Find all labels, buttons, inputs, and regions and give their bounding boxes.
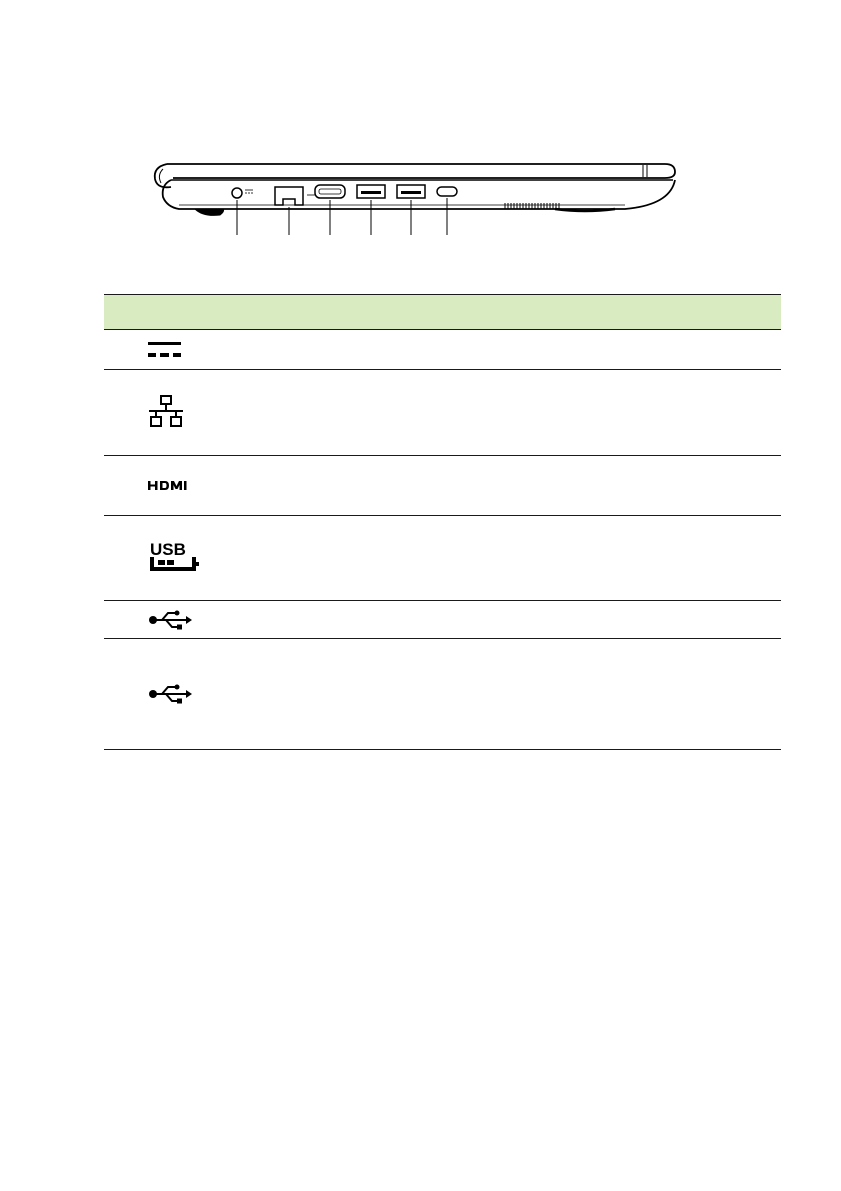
usb-icon — [148, 609, 192, 631]
icon-cell — [104, 601, 258, 639]
icon-cell — [104, 516, 258, 601]
hdmi-icon — [148, 480, 192, 492]
dc-power-icon — [148, 340, 182, 360]
table-row — [104, 639, 781, 750]
table-row — [104, 516, 781, 601]
usb-charging-icon — [148, 538, 204, 578]
usb-icon — [148, 683, 192, 705]
laptop-left-side-illustration — [145, 145, 685, 245]
icon-cell — [104, 456, 258, 516]
icon-cell — [104, 370, 258, 456]
table-header-row — [104, 295, 781, 330]
icon-cell — [104, 330, 258, 370]
header-icon — [258, 295, 458, 330]
ethernet-icon — [148, 395, 184, 431]
table-row — [104, 456, 781, 516]
table-row — [104, 601, 781, 639]
ports-table — [104, 294, 781, 750]
icon-cell — [104, 639, 258, 750]
table-row — [104, 370, 781, 456]
header-number — [104, 295, 258, 330]
svg-text:USB: USB — [150, 540, 186, 559]
header-description — [458, 295, 781, 330]
table-row — [104, 330, 781, 370]
